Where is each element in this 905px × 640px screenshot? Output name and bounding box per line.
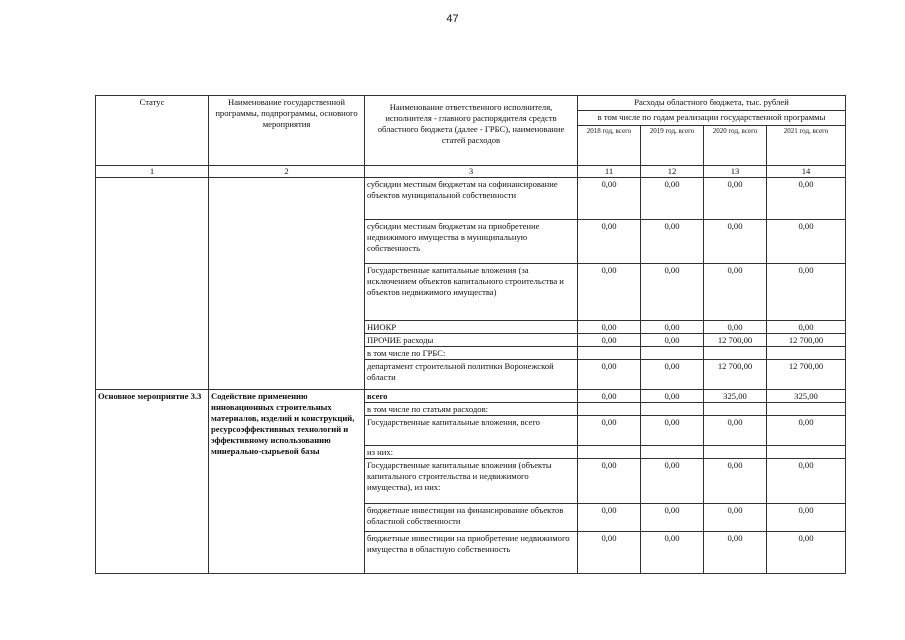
- column-index: 12: [641, 166, 704, 178]
- value-2019: 0,00: [641, 459, 704, 504]
- value-2020: 12 700,00: [704, 334, 767, 347]
- header-expenses: Расходы областного бюджета, тыс. рублей: [578, 96, 846, 111]
- status-cell-empty: [96, 178, 209, 390]
- header-status: Статус: [96, 96, 209, 166]
- name-cell-empty: [209, 178, 365, 390]
- column-index: 1: [96, 166, 209, 178]
- value-2018: 0,00: [578, 178, 641, 220]
- value-2021: 12 700,00: [767, 360, 846, 390]
- value-2019: 0,00: [641, 321, 704, 334]
- row-label: НИОКР: [365, 321, 578, 334]
- value-2019: 0,00: [641, 416, 704, 446]
- value-2019: [641, 403, 704, 416]
- value-2020: 325,00: [704, 390, 767, 403]
- value-2021: 325,00: [767, 390, 846, 403]
- header-year-2019: 2019 год, всего: [641, 126, 704, 166]
- value-2019: 0,00: [641, 220, 704, 264]
- value-2019: 0,00: [641, 264, 704, 321]
- row-label: Государственные капитальные вложения (объекты капитального строительства и недвижимого имущества), из них:: [365, 459, 578, 504]
- column-index: 2: [209, 166, 365, 178]
- row-label: бюджетные инвестиции на приобретение недвижимого имущества в областную собственность: [365, 532, 578, 574]
- value-2021: 12 700,00: [767, 334, 846, 347]
- value-2021: 0,00: [767, 532, 846, 574]
- column-index: 14: [767, 166, 846, 178]
- row-label: бюджетные инвестиции на финансирование объектов областной собственности: [365, 504, 578, 532]
- value-2020: [704, 403, 767, 416]
- value-2021: 0,00: [767, 321, 846, 334]
- value-2018: [578, 347, 641, 360]
- value-2019: 0,00: [641, 360, 704, 390]
- value-2021: 0,00: [767, 178, 846, 220]
- value-2021: 0,00: [767, 220, 846, 264]
- value-2018: 0,00: [578, 416, 641, 446]
- value-2021: 0,00: [767, 264, 846, 321]
- value-2020: 0,00: [704, 321, 767, 334]
- value-2019: [641, 446, 704, 459]
- row-label: из них:: [365, 446, 578, 459]
- value-2020: 12 700,00: [704, 360, 767, 390]
- value-2019: 0,00: [641, 504, 704, 532]
- value-2021: [767, 347, 846, 360]
- header-program-name: Наименование государственной программы, подпрограммы, основного мероприятия: [209, 96, 365, 166]
- activity-name: Содействие применению инновационных строительных материалов, изделий и конструкций, ресурсоэффективных технологий и эффективному использованию минерально-сырьевой базы: [209, 390, 365, 574]
- value-2018: 0,00: [578, 459, 641, 504]
- row-label: ПРОЧИЕ расходы: [365, 334, 578, 347]
- value-2018: 0,00: [578, 532, 641, 574]
- value-2018: 0,00: [578, 321, 641, 334]
- row-label: субсидии местным бюджетам на приобретение недвижимого имущества в муниципальную собственность: [365, 220, 578, 264]
- row-label: в том числе по ГРБС:: [365, 347, 578, 360]
- column-index: 13: [704, 166, 767, 178]
- value-2019: 0,00: [641, 334, 704, 347]
- table-row: [96, 390, 846, 403]
- value-2020: 0,00: [704, 264, 767, 321]
- row-label: Государственные капитальные вложения (за исключением объектов капитального строительства и объектов недвижимого имущества): [365, 264, 578, 321]
- value-2018: 0,00: [578, 264, 641, 321]
- value-2020: 0,00: [704, 178, 767, 220]
- value-2021: 0,00: [767, 459, 846, 504]
- value-2021: 0,00: [767, 416, 846, 446]
- value-2020: [704, 446, 767, 459]
- row-label: Государственные капитальные вложения, всего: [365, 416, 578, 446]
- value-2018: 0,00: [578, 360, 641, 390]
- row-label: департамент строительной политики Воронежской области: [365, 360, 578, 390]
- column-index: 11: [578, 166, 641, 178]
- value-2020: 0,00: [704, 532, 767, 574]
- header-year-2021: 2021 год, всего: [767, 126, 846, 166]
- row-label: всего: [365, 390, 578, 403]
- value-2019: 0,00: [641, 532, 704, 574]
- value-2018: [578, 403, 641, 416]
- value-2019: [641, 347, 704, 360]
- value-2021: [767, 403, 846, 416]
- row-label: в том числе по статьям расходов:: [365, 403, 578, 416]
- column-index-row: [96, 166, 846, 178]
- page-number: 47: [446, 13, 459, 25]
- value-2018: [578, 446, 641, 459]
- activity-status: Основное мероприятие 3.3: [96, 390, 209, 574]
- value-2018: 0,00: [578, 390, 641, 403]
- value-2020: 0,00: [704, 416, 767, 446]
- row-label: субсидии местным бюджетам на софинансирование объектов муниципальной собственности: [365, 178, 578, 220]
- value-2020: 0,00: [704, 459, 767, 504]
- value-2018: 0,00: [578, 220, 641, 264]
- value-2020: 0,00: [704, 504, 767, 532]
- value-2020: 0,00: [704, 220, 767, 264]
- budget-table: [95, 95, 846, 574]
- value-2019: 0,00: [641, 178, 704, 220]
- header-year-2018: 2018 год, всего: [578, 126, 641, 166]
- value-2021: [767, 446, 846, 459]
- header-by-years: в том числе по годам реализации государственной программы: [578, 111, 846, 126]
- value-2020: [704, 347, 767, 360]
- column-index: 3: [365, 166, 578, 178]
- header-year-2020: 2020 год, всего: [704, 126, 767, 166]
- header-executor: Наименование ответственного исполнителя, исполнителя - главного распорядителя средств областного бюджета (далее - ГРБС), наименование статей расходов: [365, 96, 578, 166]
- value-2021: 0,00: [767, 504, 846, 532]
- value-2018: 0,00: [578, 334, 641, 347]
- value-2019: 0,00: [641, 390, 704, 403]
- table-row: [96, 178, 846, 220]
- value-2018: 0,00: [578, 504, 641, 532]
